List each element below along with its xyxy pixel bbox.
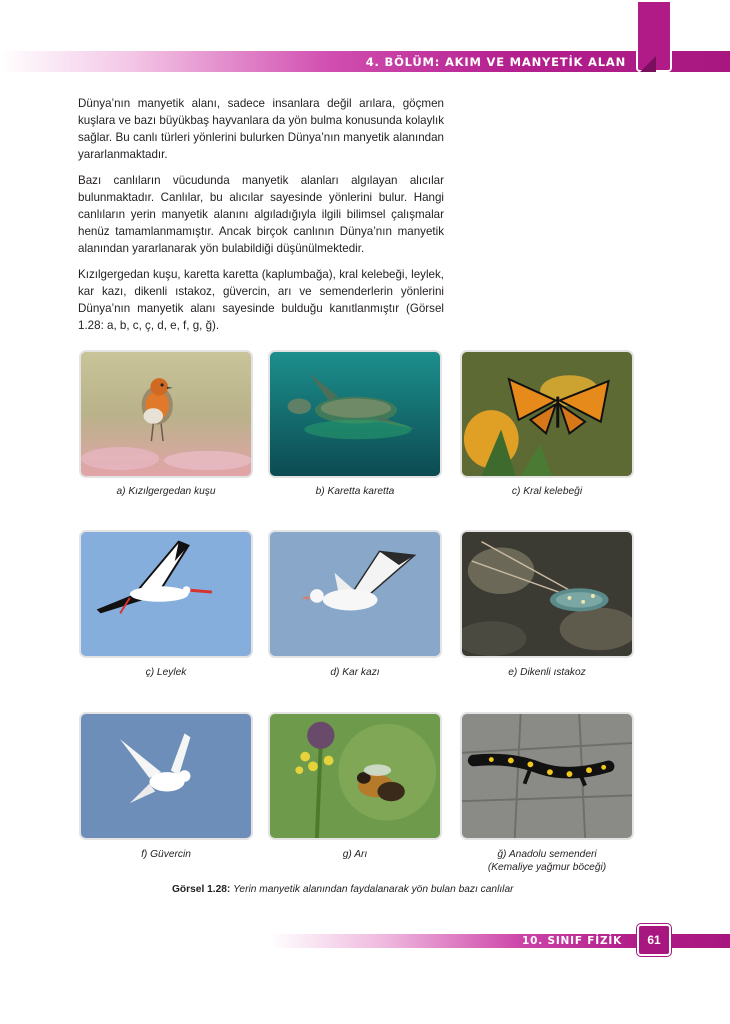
robin-photo	[79, 350, 253, 478]
figure-caption-gg	[452, 848, 642, 874]
figure-caption-a: a) Kızılgergedan kuşu	[116, 486, 216, 497]
bee-photo	[268, 712, 442, 840]
page-number: 61	[637, 924, 671, 956]
figure-caption-d: d) Kar kazı	[330, 667, 380, 678]
figure-caption-gg-line2: (Kemaliye yağmur böceği)	[487, 862, 607, 873]
figure-caption-f: f) Güvercin	[141, 849, 191, 860]
stork-photo	[79, 530, 253, 658]
monarch-butterfly-photo	[460, 350, 634, 478]
book-title: 10. SINIF FİZİK	[522, 935, 622, 947]
salamander-photo	[460, 712, 634, 840]
spiny-lobster-photo	[460, 530, 634, 658]
chapter-tab-corner	[640, 56, 656, 72]
pigeon-photo	[79, 712, 253, 840]
figure-caption-e: e) Dikenli ıstakoz	[508, 667, 586, 678]
figure-caption-b: b) Karetta karetta	[315, 486, 395, 497]
paragraph-2: Bazı canlıların vücudunda manyetik alanları algılayan alıcılar bulunmaktadır. Canlılar, bu alıcılar sayesinde yönlerini bulur. Hangi canlıların yerin manyetik alanını algıladığıyla ilgili bilimsel çalışmalar henüz tamamlanmamıştır. Ancak birçok canlının Dünya’nın manyetik alanından yararlanarak yön bulabildiği düşünülmektedir.	[78, 174, 444, 255]
figure-group-caption	[172, 884, 514, 895]
figure-caption-cc: ç) Leylek	[145, 667, 187, 678]
paragraph-3: Kızılgergedan kuşu, karetta karetta (kaplumbağa), kral kelebeği, leylek, kar kazı, dikenli ıstakoz, güvercin, arı ve semenderlerin yönlerini Dünya’nın manyetik alanı sayesinde bulduğu kanıtlanmıştır (Görsel 1.28: a, b, c, ç, d, e, f, g, ğ).	[78, 268, 444, 332]
figure-caption-c: c) Kral kelebeği	[511, 486, 583, 497]
figure-caption-gg-line1: ğ) Anadolu semenderi	[497, 849, 597, 860]
snow-goose-photo	[268, 530, 442, 658]
chapter-title: 4. BÖLÜM: AKIM VE MANYETİK ALAN	[365, 55, 626, 69]
paragraph-1: Dünya’nın manyetik alanı, sadece insanlara değil arılara, göçmen kuşlara ve bazı büyükbaş hayvanlara da yön bulma konusunda kolaylık sağlar. Bu canlı türleri yönlerini bulurken Dünya’nın manyetik alanından yararlanmaktadır.	[78, 97, 444, 161]
figure-group-text: Yerin manyetik alanından faydalanarak yön bulan bazı canlılar	[233, 884, 514, 895]
sea-turtle-photo	[268, 350, 442, 478]
figure-caption-g: g) Arı	[342, 849, 368, 860]
figure-group-label: Görsel 1.28:	[172, 884, 231, 895]
